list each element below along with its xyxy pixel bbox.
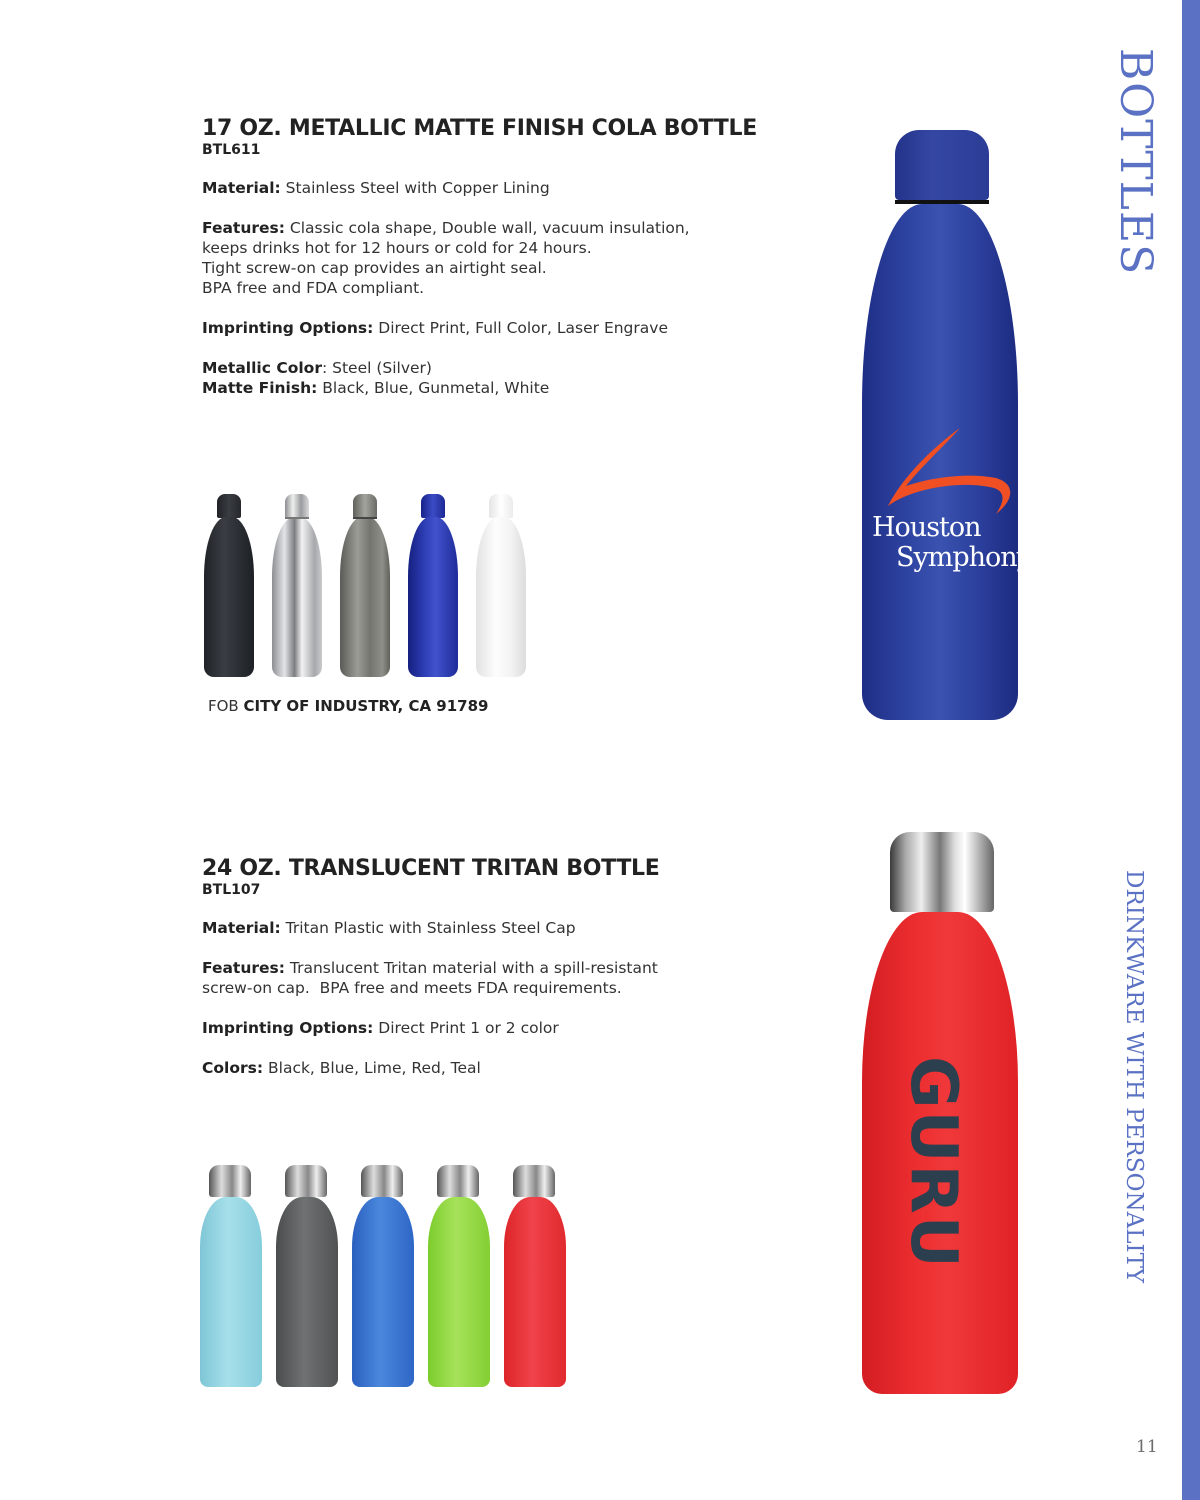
imprinting-spec — [202, 318, 762, 338]
matte-finish-value: Black, Blue, Gunmetal, White — [322, 379, 550, 397]
features-line: keeps drinks hot for 12 hours or cold for 24 hours. — [202, 239, 592, 257]
product-title: 17 OZ. METALLIC MATTE FINISH COLA BOTTLE — [202, 116, 757, 141]
section-tagline: DRINKWARE WITH PERSONALITY — [1121, 870, 1147, 1284]
features-label: Features: — [202, 219, 285, 237]
fob-prefix: FOB — [208, 697, 239, 715]
material-label: Material: — [202, 919, 281, 937]
imprinting-value: Direct Print, Full Color, Laser Engrave — [378, 319, 668, 337]
metallic-color-value: : Steel (Silver) — [321, 359, 432, 377]
houston-symphony-swoosh-icon — [872, 428, 1012, 518]
bottle-cap — [890, 832, 994, 912]
product-title: 24 OZ. TRANSLUCENT TRITAN BOTTLE — [202, 856, 660, 881]
accent-sidebar-bar — [1182, 0, 1200, 1500]
color-spec — [202, 358, 762, 398]
features-spec — [202, 958, 762, 998]
imprinting-spec — [202, 1018, 762, 1038]
bottle-variant-blue — [408, 494, 458, 680]
features-line: BPA free and FDA compliant. — [202, 279, 425, 297]
features-spec — [202, 218, 762, 298]
imprinting-label: Imprinting Options: — [202, 319, 374, 337]
features-label: Features: — [202, 959, 285, 977]
colors-label: Colors: — [202, 1059, 264, 1077]
material-spec — [202, 918, 762, 938]
features-line: Translucent Tritan material with a spill-resistant — [289, 959, 658, 977]
product-sku: BTL107 — [202, 882, 261, 898]
product-btl107 — [202, 856, 762, 1078]
product-image-btl107 — [862, 832, 1018, 1394]
material-label: Material: — [202, 179, 281, 197]
page-number: 11 — [1136, 1437, 1158, 1457]
bottle-variant-lime — [428, 1165, 490, 1387]
features-line: Tight screw-on cap provides an airtight seal. — [202, 259, 547, 277]
fob-location — [208, 697, 489, 715]
metallic-color-label: Metallic Color — [202, 359, 322, 377]
imprinting-label: Imprinting Options: — [202, 1019, 374, 1037]
material-value: Tritan Plastic with Stainless Steel Cap — [285, 919, 576, 937]
matte-finish-label: Matte Finish: — [202, 379, 318, 397]
product-image-btl611 — [862, 130, 1031, 720]
imprinting-value: Direct Print 1 or 2 color — [378, 1019, 559, 1037]
colors-spec — [202, 1058, 762, 1078]
bottle-variant-red — [504, 1165, 566, 1387]
logo-text-guru: GURU — [896, 1056, 970, 1270]
bottle-variant-silver — [272, 494, 322, 680]
bottle-variant-teal — [200, 1165, 262, 1387]
material-value: Stainless Steel with Copper Lining — [285, 179, 550, 197]
color-variants-btl611 — [204, 494, 526, 680]
bottle-variant-gunmetal — [340, 494, 390, 680]
product-sku: BTL611 — [202, 142, 261, 158]
color-variants-btl107 — [200, 1165, 566, 1387]
features-line: Classic cola shape, Double wall, vacuum insulation, — [289, 219, 690, 237]
product-btl611 — [202, 116, 762, 398]
bottle-variant-black — [204, 494, 254, 680]
section-title: BOTTLES — [1110, 48, 1161, 276]
logo-text-houston: Houston — [872, 512, 981, 543]
colors-value: Black, Blue, Lime, Red, Teal — [268, 1059, 481, 1077]
fob-city: CITY OF INDUSTRY, CA 91789 — [243, 697, 489, 715]
bottle-variant-blue — [352, 1165, 414, 1387]
bottle-cap — [895, 130, 989, 200]
bottle-variant-black — [276, 1165, 338, 1387]
features-line: screw-on cap. BPA free and meets FDA requirements. — [202, 979, 622, 997]
logo-text-symphony: Symphony — [896, 542, 1031, 573]
material-spec — [202, 178, 762, 198]
bottle-variant-white — [476, 494, 526, 680]
